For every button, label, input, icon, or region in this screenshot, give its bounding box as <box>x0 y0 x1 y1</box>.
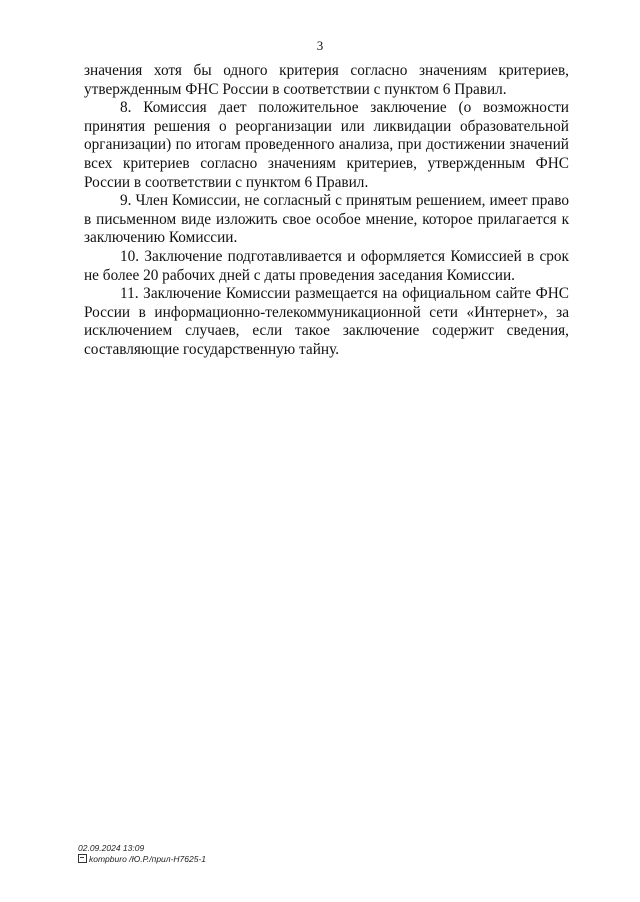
paragraph-item-10: 10. Заключение подготавливается и оформляется Комиссией в срок не более 20 рабочих дней с даты проведения заседания Комиссии. <box>84 247 569 284</box>
footer-file-line <box>78 854 206 865</box>
page-number: 3 <box>316 38 324 53</box>
paragraph-item-11: 11. Заключение Комиссии размещается на официальном сайте ФНС России в информационно-телекоммуникационной сети «Интернет», за исключением случаев, если такое заключение содержит сведения, составляющие государственную тайну. <box>84 285 569 358</box>
paragraph-continuation: значения хотя бы одного критерия согласно значениям критериев, утвержденным ФНС России в соответствии с пунктом 6 Правил. <box>84 62 569 98</box>
document-body <box>84 62 569 360</box>
document-footer <box>78 843 206 865</box>
paragraph-item-9: 9. Член Комиссии, не согласный с принятым решением, имеет право в письменном виде изложить свое особое мнение, которое прилагается к заключению Комиссии. <box>84 192 569 247</box>
footer-file-ref: kompburo /Ю.Р./прил-Н7625-1 <box>89 854 207 864</box>
document-icon <box>78 854 87 863</box>
footer-timestamp: 02.09.2024 13:09 <box>78 843 145 853</box>
paragraph-item-8: 8. Комиссия дает положительное заключение (о возможности принятия решения о реорганизации или ликвидации образовательной организации) по итогам проведенного анализа, при достижении значений всех критериев согласно значениям критериев, утвержденным ФНС России в соответствии с пунктом 6 Правил. <box>84 99 569 191</box>
